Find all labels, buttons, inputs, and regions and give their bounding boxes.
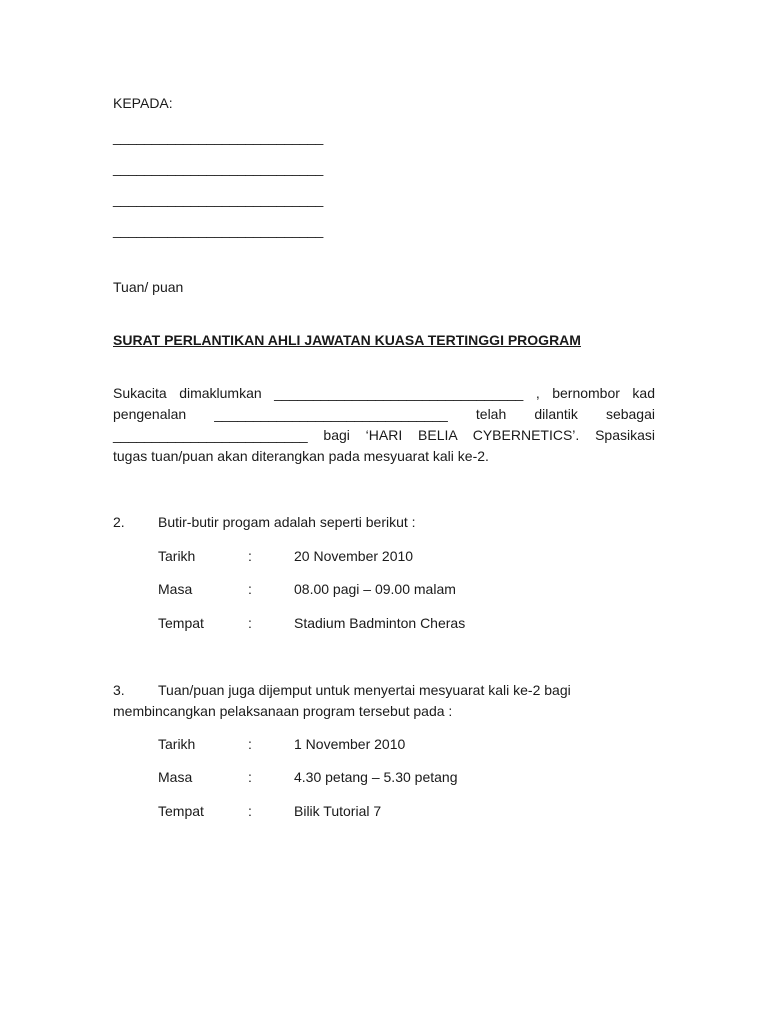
detail-colon: : — [248, 615, 252, 631]
detail-value-tempat: Bilik Tutorial 7 — [294, 803, 382, 819]
recipient-line: ___________________________ — [113, 191, 324, 207]
detail-value-tarikh: 1 November 2010 — [294, 736, 406, 752]
recipient-line: ___________________________ — [113, 222, 324, 238]
detail-value-tarikh: 20 November 2010 — [294, 548, 414, 564]
intro-line: Sukacita dimaklumkan ________________________________ , bernombor kad — [113, 385, 655, 401]
detail-colon: : — [248, 769, 252, 785]
detail-label-tarikh: Tarikh — [158, 736, 196, 752]
section-3-text-continued: membincangkan pelaksanaan program tersebut pada : — [113, 703, 453, 719]
salutation: Tuan/ puan — [113, 279, 184, 295]
intro-line: pengenalan ______________________________ telah dilantik sebagai — [113, 406, 655, 422]
intro-line: _________________________ bagi ‘HARI BELIA CYBERNETICS’. Spasikasi — [113, 427, 655, 443]
section-2-text: Butir-butir progam adalah seperti berikut : — [158, 514, 416, 530]
detail-label-tempat: Tempat — [158, 803, 204, 819]
recipient-line: ___________________________ — [113, 160, 324, 176]
detail-value-masa: 08.00 pagi – 09.00 malam — [294, 581, 456, 597]
detail-colon: : — [248, 803, 252, 819]
section-3-number: 3. — [113, 682, 125, 698]
detail-colon: : — [248, 548, 252, 564]
detail-label-masa: Masa — [158, 581, 193, 597]
recipient-label: KEPADA: — [113, 95, 173, 111]
detail-colon: : — [248, 736, 252, 752]
detail-value-masa: 4.30 petang – 5.30 petang — [294, 769, 458, 785]
detail-label-tempat: Tempat — [158, 615, 204, 631]
detail-colon: : — [248, 581, 252, 597]
section-2-number: 2. — [113, 514, 125, 530]
section-3-text: Tuan/puan juga dijemput untuk menyertai mesyuarat kali ke-2 bagi — [158, 682, 571, 698]
recipient-line: ___________________________ — [113, 129, 324, 145]
letter-title: SURAT PERLANTIKAN AHLI JAWATAN KUASA TERTINGGI PROGRAM — [113, 332, 581, 348]
intro-line: tugas tuan/puan akan diterangkan pada mesyuarat kali ke-2. — [113, 448, 489, 464]
detail-label-tarikh: Tarikh — [158, 548, 196, 564]
detail-label-masa: Masa — [158, 769, 193, 785]
detail-value-tempat: Stadium Badminton Cheras — [294, 615, 466, 631]
intro-paragraph — [113, 383, 655, 467]
